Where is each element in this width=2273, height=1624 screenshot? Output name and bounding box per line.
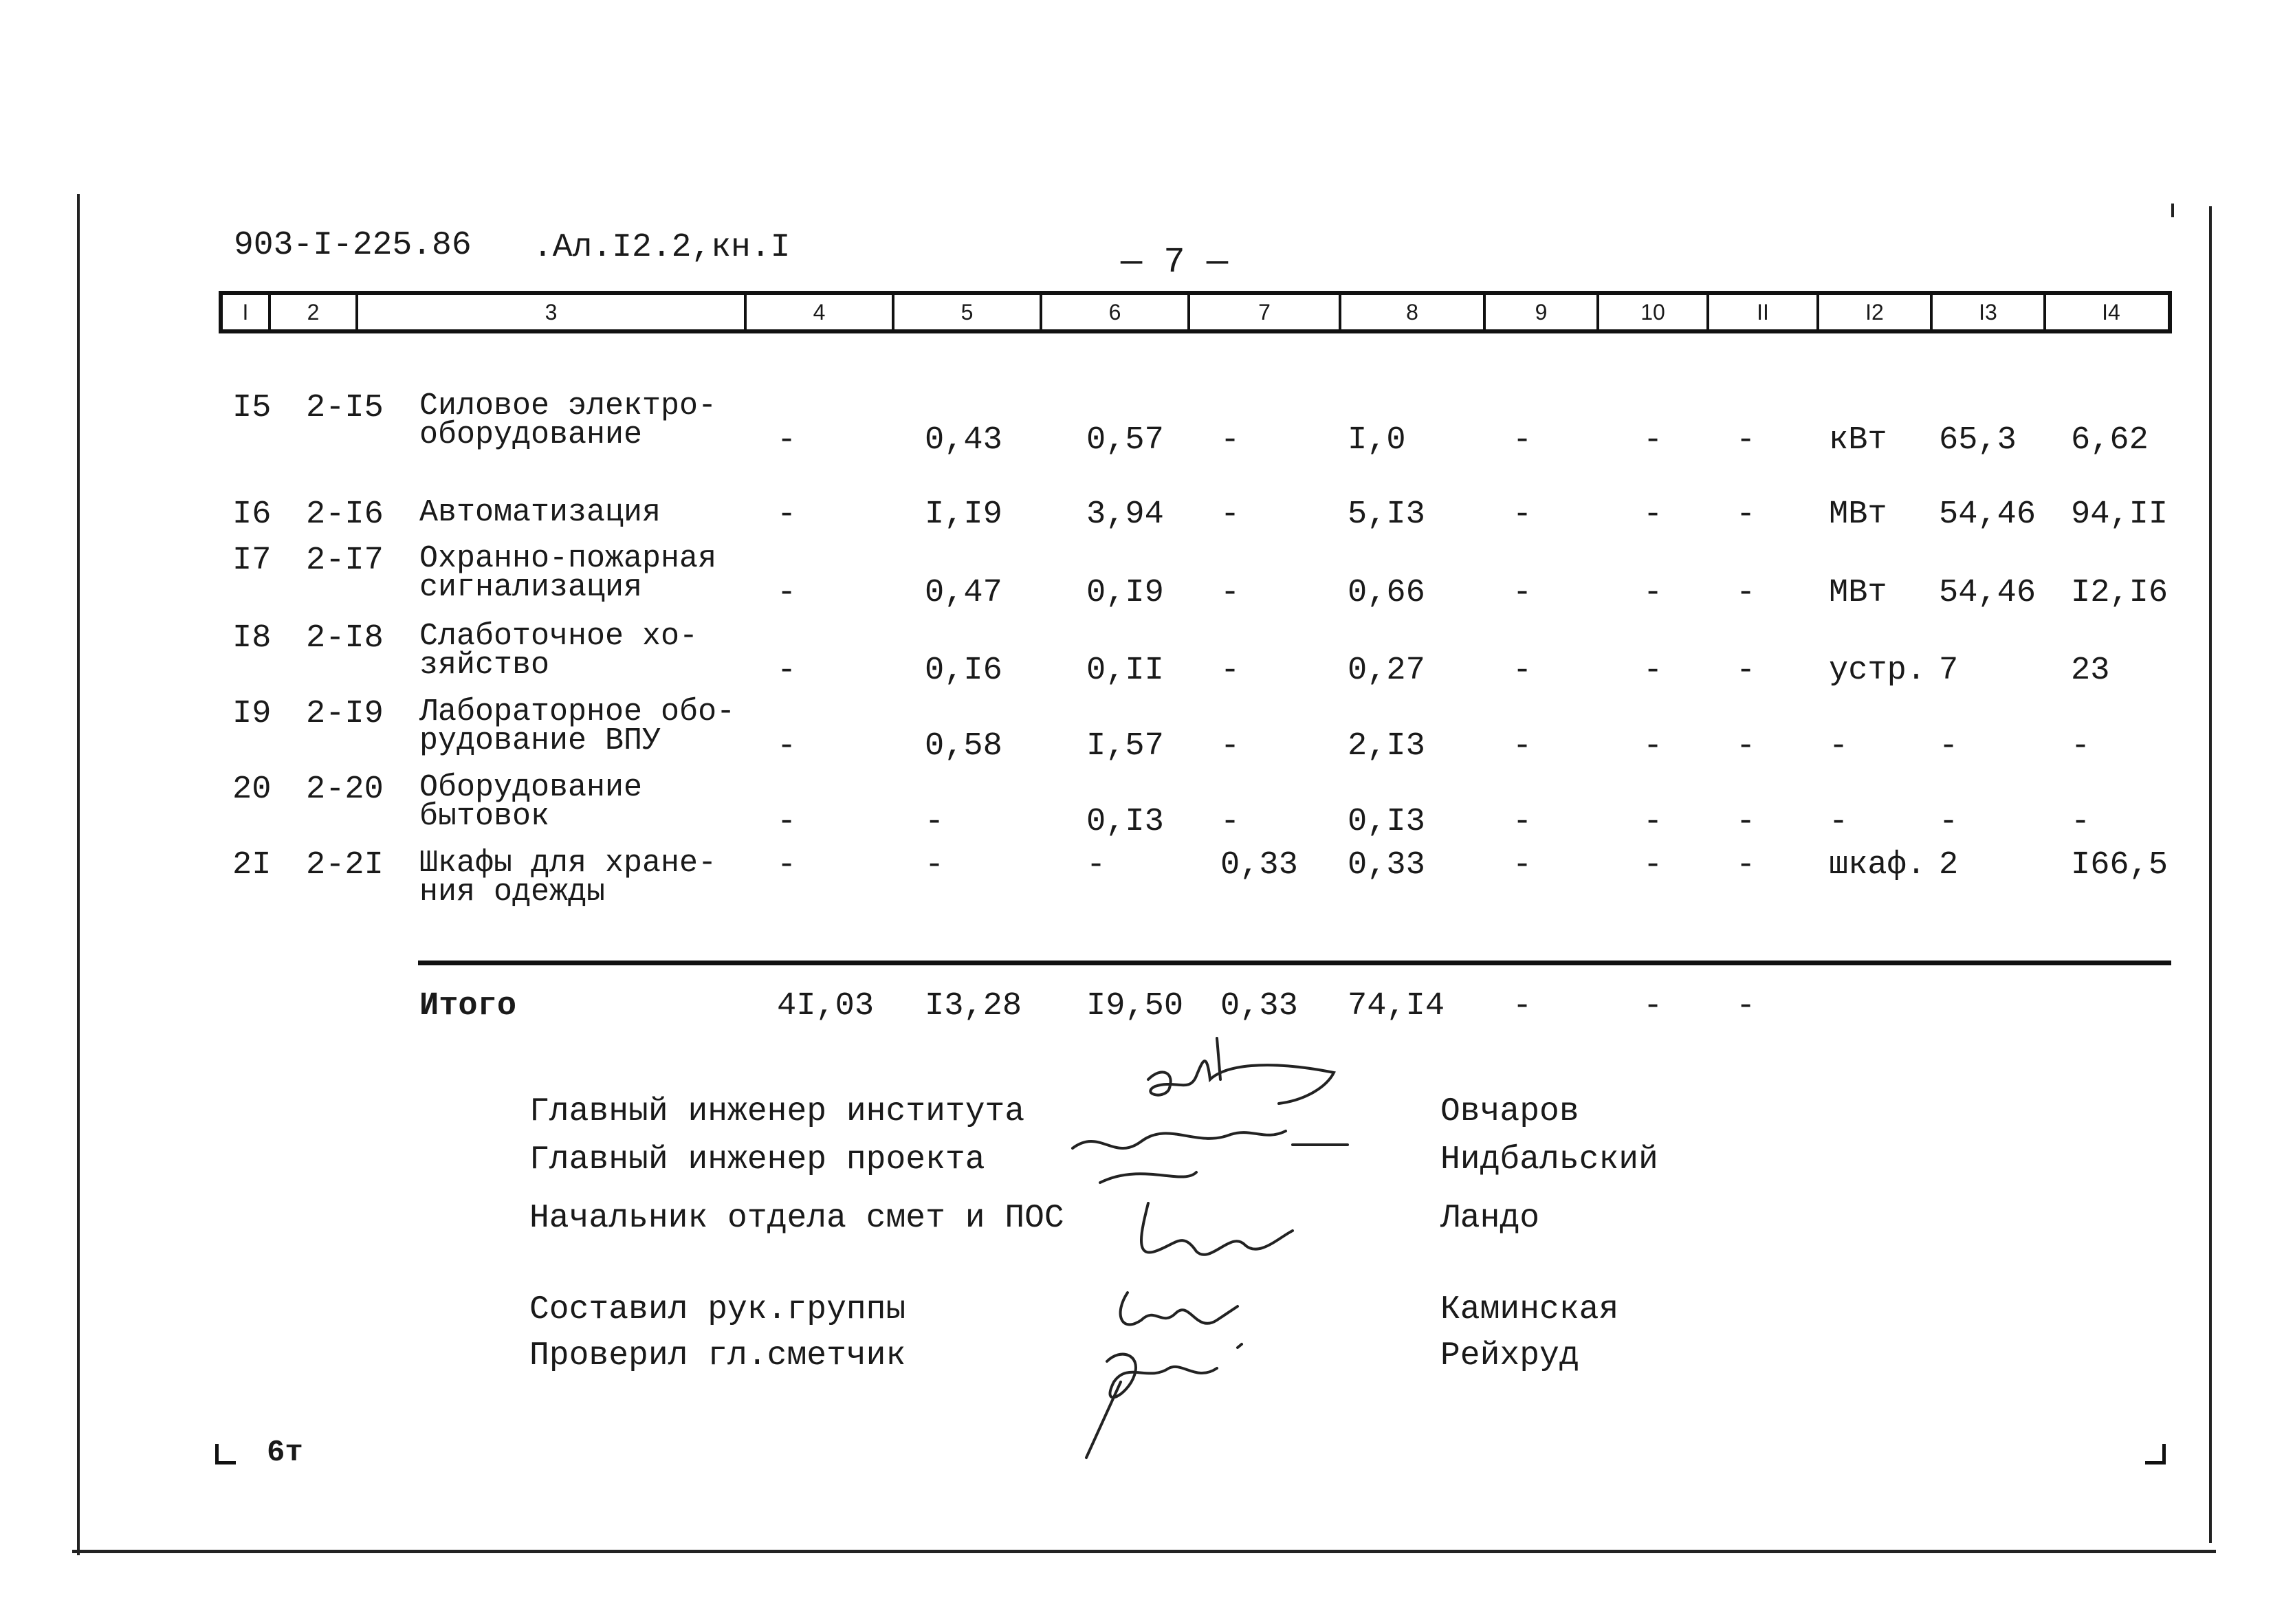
signature-role: Проверил гл.сметчик [529,1337,906,1374]
row-description: Лабораторное обо- рудование ВПУ [419,694,736,758]
row-description: Автоматизация [419,495,661,530]
row-value-c8: 5,I3 [1348,496,1425,533]
row-value-c12: - [1829,728,1849,765]
row-value-c12: МВт [1829,575,1887,611]
row-value-c10: - [1643,847,1663,884]
signature-role: Главный инженер института [529,1093,1025,1130]
row-value-c10: - [1643,728,1663,765]
corner-mark-bottom-left [215,1444,236,1464]
total-label: Итого [419,988,517,1024]
signature-name: Овчаров [1440,1093,1579,1130]
total-value-c10: - [1643,988,1663,1024]
column-number: 3 [358,295,747,329]
row-value-c13: 7 [1939,652,1959,689]
row-value-c14: I2,I6 [2071,575,2168,611]
row-value-c4: - [777,575,797,611]
row-code: 2-I8 [306,620,384,657]
page-number: — 7 — [1121,242,1229,283]
corner-tick-mark [2171,204,2174,217]
row-number: 20 [232,771,272,808]
row-value-c9: - [1513,422,1533,459]
column-number: 2 [271,295,358,329]
row-value-c4: - [777,728,797,765]
row-value-c14: I66,5 [2071,847,2168,884]
row-value-c5: 0,58 [925,728,1002,765]
row-number: I7 [232,542,272,579]
column-number: I2 [1819,295,1933,329]
row-value-c5: I,I9 [925,496,1002,533]
row-value-c8: 0,I3 [1348,804,1425,840]
row-value-c12: шкаф. [1829,847,1926,884]
total-value-c11: - [1736,988,1756,1024]
row-value-c14: - [2071,728,2091,765]
row-value-c11: - [1736,575,1756,611]
column-number: I3 [1933,295,2046,329]
row-value-c6: 0,57 [1086,422,1164,459]
row-description: Слаботочное хо- зяйство [419,619,699,683]
row-value-c4: - [777,422,797,459]
row-value-c7: - [1220,496,1240,533]
album-reference: .Ал.I2.2,кн.I [533,229,791,266]
column-number: II [1709,295,1819,329]
row-value-c4: - [777,496,797,533]
row-value-c5: 0,43 [925,422,1002,459]
column-number: 6 [1042,295,1190,329]
row-description: Силовое электро- оборудование [419,388,717,452]
row-value-c14: 23 [2071,652,2110,689]
row-number: I5 [232,390,272,426]
row-value-c9: - [1513,575,1533,611]
handwritten-signatures [1059,1024,1389,1464]
row-value-c7: - [1220,728,1240,765]
row-value-c12: МВт [1829,496,1887,533]
frame-left-line [77,194,80,1555]
row-code: 2-I6 [306,496,384,533]
row-value-c6: 3,94 [1086,496,1164,533]
row-value-c6: 0,I9 [1086,575,1164,611]
signature-name: Каминская [1440,1291,1619,1328]
row-value-c5: 0,I6 [925,652,1002,689]
row-code: 2-I5 [306,390,384,426]
row-value-c8: 0,33 [1348,847,1425,884]
row-value-c10: - [1643,575,1663,611]
row-number: I9 [232,696,272,732]
row-number: 2I [232,847,272,884]
row-value-c9: - [1513,847,1533,884]
row-value-c6: I,57 [1086,728,1164,765]
row-value-c7: 0,33 [1220,847,1298,884]
column-number: I [223,295,271,329]
row-value-c8: 0,27 [1348,652,1425,689]
row-value-c6: - [1086,847,1106,884]
sheet-mark: 6т [267,1436,303,1470]
total-value-c6: I9,50 [1086,988,1184,1024]
row-value-c11: - [1736,728,1756,765]
row-value-c6: 0,I3 [1086,804,1164,840]
row-value-c5: - [925,804,945,840]
row-value-c7: - [1220,804,1240,840]
row-code: 2-2I [306,847,384,884]
document-code: 903-I-225.86 [234,227,472,264]
row-code: 2-20 [306,771,384,808]
row-value-c14: 6,62 [2071,422,2149,459]
row-value-c11: - [1736,847,1756,884]
total-value-c9: - [1513,988,1533,1024]
signature-name: Рейхруд [1440,1337,1579,1374]
row-value-c9: - [1513,728,1533,765]
row-value-c12: устр. [1829,652,1926,689]
row-value-c4: - [777,804,797,840]
row-code: 2-I7 [306,542,384,579]
frame-bottom-line [72,1550,2216,1553]
row-value-c11: - [1736,496,1756,533]
row-value-c12: - [1829,804,1849,840]
row-number: I6 [232,496,272,533]
row-value-c7: - [1220,575,1240,611]
row-value-c13: 54,46 [1939,496,2036,533]
row-value-c8: I,0 [1348,422,1406,459]
signature-role: Начальник отдела смет и ПОС [529,1200,1064,1237]
column-number: 4 [747,295,894,329]
total-value-c7: 0,33 [1220,988,1298,1024]
column-number: 8 [1341,295,1486,329]
row-value-c13: 2 [1939,847,1959,884]
row-description: Оборудование бытовок [419,770,643,834]
row-value-c11: - [1736,804,1756,840]
column-number: 10 [1599,295,1709,329]
signature-name: Нидбальский [1440,1141,1658,1178]
row-value-c10: - [1643,804,1663,840]
row-value-c9: - [1513,496,1533,533]
column-number-bar [219,291,2172,333]
signature-name: Ландо [1440,1200,1540,1237]
column-number: 9 [1486,295,1599,329]
row-value-c10: - [1643,422,1663,459]
row-value-c14: - [2071,804,2091,840]
row-value-c11: - [1736,422,1756,459]
column-number: I4 [2102,300,2120,325]
row-value-c4: - [777,652,797,689]
row-value-c9: - [1513,652,1533,689]
row-value-c13: 65,3 [1939,422,2017,459]
row-value-c4: - [777,847,797,884]
row-value-c13: - [1939,804,1959,840]
row-value-c10: - [1643,496,1663,533]
row-value-c13: - [1939,728,1959,765]
row-description: Шкафы для хране- ния одежды [419,846,717,910]
frame-right-line [2209,206,2212,1543]
total-separator-line [418,961,2171,965]
row-value-c10: - [1643,652,1663,689]
row-code: 2-I9 [306,696,384,732]
column-number: 5 [894,295,1042,329]
signature-role: Главный инженер проекта [529,1141,985,1178]
row-value-c7: - [1220,422,1240,459]
row-description: Охранно-пожарная сигнализация [419,541,717,605]
total-value-c5: I3,28 [925,988,1022,1024]
corner-mark-bottom-right [2145,1444,2166,1464]
total-value-c8: 74,I4 [1348,988,1445,1024]
row-value-c5: 0,47 [925,575,1002,611]
column-number: 7 [1190,295,1341,329]
row-value-c12: кВт [1829,422,1887,459]
row-value-c7: - [1220,652,1240,689]
total-value-c4: 4I,03 [777,988,875,1024]
row-value-c13: 54,46 [1939,575,2036,611]
signature-role: Составил рук.группы [529,1291,906,1328]
row-value-c6: 0,II [1086,652,1164,689]
row-value-c8: 2,I3 [1348,728,1425,765]
row-value-c11: - [1736,652,1756,689]
row-value-c14: 94,II [2071,496,2168,533]
row-value-c9: - [1513,804,1533,840]
row-value-c8: 0,66 [1348,575,1425,611]
row-value-c5: - [925,847,945,884]
row-number: I8 [232,620,272,657]
